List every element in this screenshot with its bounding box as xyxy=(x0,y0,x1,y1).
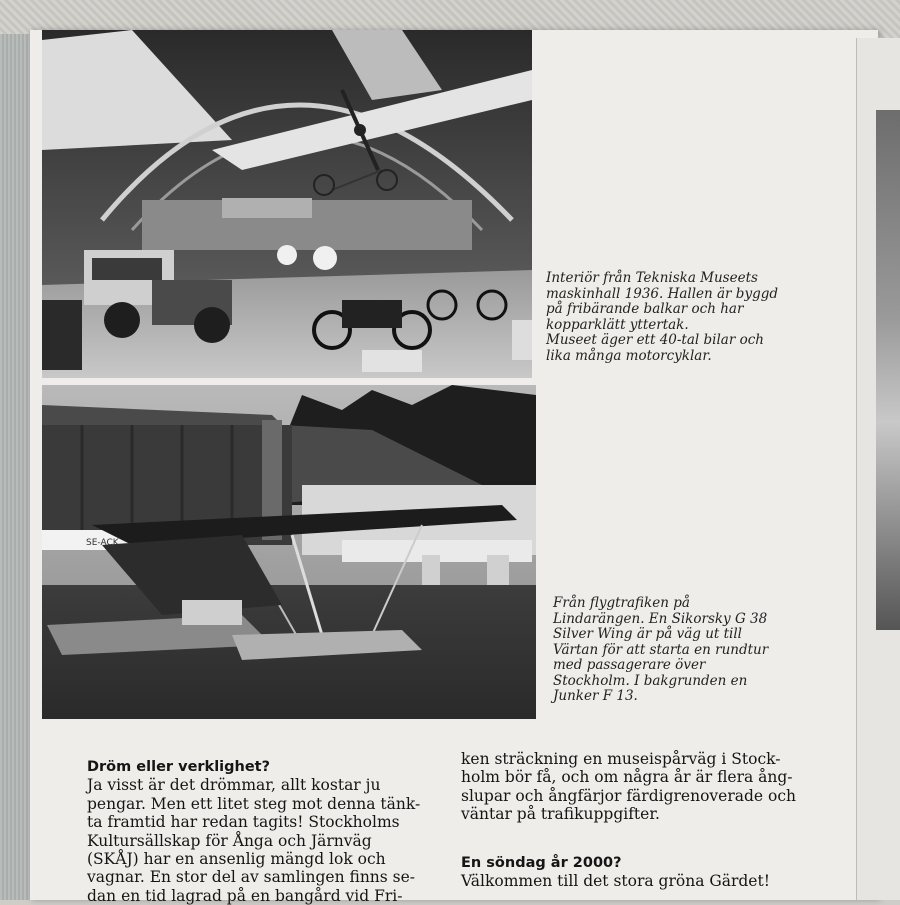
caption-line: Silver Wing är på väg ut till xyxy=(553,626,742,642)
next-page-photo-edge xyxy=(876,110,900,630)
caption-line: Stockholm. I bakgrunden en xyxy=(553,672,748,689)
museum-photo-caption xyxy=(546,271,796,364)
caption-line: kopparklätt yttertak. xyxy=(546,316,689,333)
section-heading: En söndag år 2000? xyxy=(461,854,622,871)
left-text-column xyxy=(87,758,432,905)
body-line: Kultursällskap för Ånga och Järnväg xyxy=(87,831,372,850)
plane-registration: SE-ACK xyxy=(86,538,119,548)
body-line: dan en tid lagrad på en bangård vid Fri- xyxy=(87,886,403,905)
caption-line: på fribärande balkar och har xyxy=(546,301,744,317)
museum-hall-photo xyxy=(42,30,532,378)
seaplane-photo xyxy=(42,385,536,719)
caption-line: Värtan för att starta en rundtur xyxy=(553,641,769,658)
caption-line: Museet äger ett 40-tal bilar och xyxy=(546,332,764,348)
right-text-column xyxy=(461,750,811,890)
body-line: ken sträckning en museispårväg i Stock- xyxy=(461,750,781,768)
caption-line: med passagerare över xyxy=(553,657,706,673)
body-line: väntar på trafikuppgifter. xyxy=(461,805,660,824)
body-line: holm bör få, och om några år är flera ång- xyxy=(461,768,793,787)
paragraph-gap xyxy=(461,824,811,854)
caption-line: lika många motorcyklar. xyxy=(546,347,712,364)
caption-line: Från flygtrafiken på xyxy=(553,595,690,611)
section-heading: Dröm eller verklighet? xyxy=(87,759,271,775)
body-line: Välkommen till det stora gröna Gärdet! xyxy=(461,872,770,891)
body-line: Ja visst är det drömmar, allt kostar ju xyxy=(87,776,381,795)
body-line: vagnar. En stor del av samlingen finns se- xyxy=(87,868,416,887)
caption-line: Junker F 13. xyxy=(553,688,638,704)
body-line: slupar och ångfärjor färdigrenoverade och xyxy=(461,786,797,805)
caption-line: Lindarängen. En Sikorsky G 38 xyxy=(553,610,768,627)
body-line: ta framtid har redan tagits! Stockholms xyxy=(87,813,400,832)
body-line: (SKÅJ) har en ansenlig mängd lok och xyxy=(87,850,386,869)
caption-line: Interiör från Tekniska Museets xyxy=(546,270,758,286)
body-line: pengar. Men ett litet steg mot denna tänk- xyxy=(87,794,421,813)
seaplane-photo-caption xyxy=(553,596,803,705)
caption-line: maskinhall 1936. Hallen är byggd xyxy=(546,285,778,302)
